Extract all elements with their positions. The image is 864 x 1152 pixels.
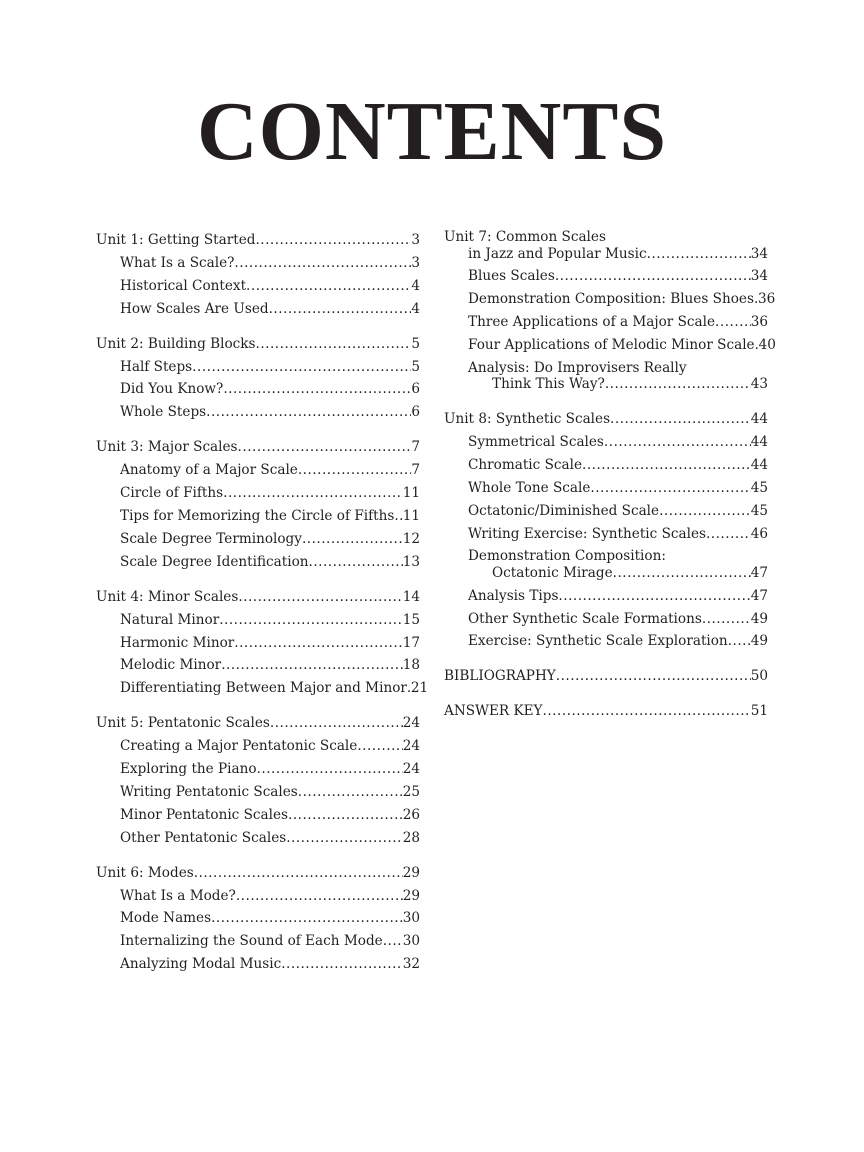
toc-entry[interactable] [96, 482, 420, 505]
toc-entry-label: Exploring the Piano [120, 761, 257, 778]
dot-leader [270, 712, 403, 735]
toc-entry-label: Other Pentatonic Scales [120, 829, 287, 846]
toc-entry[interactable] [444, 500, 768, 523]
toc-page-number: 5 [411, 335, 420, 352]
toc-page-number: 45 [750, 479, 768, 496]
toc-page-number: 24 [402, 761, 420, 778]
toc-entry-label: Unit 5: Pentatonic Scales [96, 715, 270, 732]
toc-entry[interactable] [444, 288, 776, 311]
dot-leader [706, 523, 751, 546]
toc-page-number: 26 [402, 806, 420, 823]
toc-entry-continuation [468, 376, 768, 393]
toc-unit-heading[interactable] [96, 436, 420, 459]
toc-unit-heading[interactable] [96, 712, 420, 735]
toc-page-number: 11 [402, 485, 420, 502]
toc-entry[interactable] [96, 677, 429, 700]
toc-entry-label: Mode Names [120, 910, 212, 927]
toc-entry-label: Demonstration Composition: Blues Shoes [468, 291, 754, 308]
toc-entry-continuation [444, 246, 768, 263]
dot-leader [238, 586, 402, 609]
toc-page-number: 47 [750, 565, 768, 582]
toc-page-number: 24 [402, 738, 420, 755]
toc-page-number: 32 [402, 956, 420, 973]
toc-page-number: 24 [402, 715, 420, 732]
toc-unit-heading[interactable] [444, 408, 768, 431]
toc-entry-label: Whole Steps [120, 404, 207, 421]
toc-entry-label: Unit 8: Synthetic Scales [444, 411, 611, 427]
toc-page-number: 44 [750, 433, 768, 450]
toc-entry-label: Three Applications of a Major Scale [468, 314, 716, 330]
toc-entry-label: Analyzing Modal Music [120, 956, 282, 973]
toc-page-number: 34 [750, 268, 768, 285]
toc-entry-label: Scale Degree Identification [120, 553, 309, 570]
toc-entry[interactable] [96, 885, 420, 908]
dot-leader [219, 609, 402, 632]
toc-unit-8 [444, 408, 768, 653]
toc-unit-heading[interactable] [96, 862, 420, 885]
dot-leader [298, 781, 403, 804]
dot-leader [194, 862, 403, 885]
toc-entry-label: Octatonic Mirage [492, 565, 613, 582]
toc-page-number: 44 [750, 456, 768, 473]
toc-entry-label: Think This Way? [492, 376, 605, 393]
toc-unit-heading[interactable] [96, 586, 420, 609]
toc-page-number: 4 [411, 300, 420, 317]
toc-page-number: 30 [402, 933, 420, 950]
dot-leader [613, 565, 751, 582]
toc-entry[interactable] [96, 401, 420, 424]
dot-leader [223, 482, 403, 505]
toc-entry-label: Analysis Tips [468, 587, 559, 604]
toc-entry-label: Blues Scales [468, 268, 555, 285]
toc-entry[interactable] [96, 252, 420, 275]
dot-leader [543, 700, 751, 723]
dot-leader [309, 551, 403, 574]
toc-entry-label: What Is a Scale? [120, 254, 235, 271]
toc-entry-label: Writing Exercise: Synthetic Scales [468, 525, 706, 542]
toc-entry[interactable] [96, 356, 420, 379]
toc-entry-label: What Is a Mode? [120, 887, 236, 904]
dot-leader [286, 827, 402, 850]
toc-page-number: 6 [411, 404, 420, 421]
toc-entry[interactable] [444, 265, 768, 288]
toc-unit-7 [444, 229, 776, 396]
toc-entry[interactable] [444, 477, 768, 500]
toc-entry-label: Circle of Fifths [120, 485, 224, 502]
toc-entry-label: Minor Pentatonic Scales [120, 806, 289, 823]
toc-entry-label: Whole Tone Scale [468, 479, 591, 496]
toc-entry[interactable] [96, 275, 420, 298]
toc-unit-heading[interactable] [444, 700, 768, 723]
dot-leader [223, 378, 411, 401]
dot-leader [715, 311, 751, 334]
toc-entry-label: Melodic Minor [120, 657, 222, 674]
toc-page-number: 50 [750, 668, 768, 685]
toc-page-number: 29 [402, 864, 420, 881]
dot-leader [590, 477, 750, 500]
toc-entry[interactable] [444, 454, 768, 477]
toc-entry[interactable] [96, 505, 420, 528]
toc-page-number: 36 [757, 291, 776, 308]
toc-entry-label: Analysis: Do Improvisers Really [468, 359, 687, 376]
toc-page-number: 45 [750, 502, 768, 519]
toc-entry[interactable] [96, 758, 420, 781]
toc-entry[interactable] [444, 431, 768, 454]
toc-page-number: 46 [750, 525, 768, 542]
dot-leader [256, 333, 412, 356]
dot-leader [659, 500, 751, 523]
toc-entry-label: Unit 4: Minor Scales [96, 588, 239, 605]
toc-entry[interactable] [96, 528, 420, 551]
toc-entry-label: How Scales Are Used [120, 300, 269, 317]
toc-page-number: 29 [402, 887, 420, 904]
toc-entry-label: in Jazz and Popular Music [468, 245, 647, 262]
toc-page-number: 28 [402, 829, 420, 846]
dot-leader [236, 885, 403, 908]
dot-leader [269, 298, 412, 321]
dot-leader [582, 454, 751, 477]
toc-unit-4 [96, 586, 429, 701]
dot-leader [702, 608, 751, 631]
toc-page-number: 3 [411, 254, 420, 271]
toc-unit-heading[interactable] [96, 333, 420, 356]
toc-entry[interactable] [96, 609, 420, 632]
toc-page-number: 51 [750, 703, 768, 720]
toc-entry[interactable] [96, 930, 420, 953]
toc-entry-label: Four Applications of Melodic Minor Scale [468, 336, 755, 353]
toc-page-number: 12 [402, 530, 420, 547]
toc-unit-5 [96, 712, 420, 849]
toc-entry[interactable] [96, 654, 420, 677]
dot-leader [556, 665, 751, 688]
dot-leader [298, 459, 412, 482]
toc-entry-label: Symmetrical Scales [468, 433, 604, 450]
dot-leader [221, 654, 403, 677]
toc-entry-label: ANSWER KEY [444, 703, 543, 720]
toc-entry-label: Unit 3: Major Scales [96, 439, 238, 456]
toc-entry-label: Unit 6: Modes [96, 864, 194, 881]
toc-entry-label: Chromatic Scale [468, 456, 583, 473]
toc-entry[interactable] [96, 804, 420, 827]
dot-leader [383, 930, 403, 953]
toc-page-number: 3 [411, 232, 420, 248]
toc-entry-label: Did You Know? [120, 381, 224, 398]
toc-entry-label: BIBLIOGRAPHY [444, 668, 556, 685]
toc-unit-heading[interactable] [444, 229, 768, 265]
dot-leader [206, 401, 411, 424]
toc-page-number: 34 [750, 245, 768, 262]
toc-page-number: 47 [750, 587, 768, 604]
dot-leader [211, 907, 403, 930]
toc-entry[interactable] [444, 630, 768, 653]
dot-leader [234, 252, 411, 275]
toc-entry-label: Unit 2: Building Blocks [96, 335, 256, 352]
toc-unit-3 [96, 436, 420, 573]
toc-page-number: 5 [411, 358, 420, 375]
dot-leader [246, 275, 411, 298]
toc-entry-label: Half Steps [120, 358, 193, 375]
toc-entry[interactable] [96, 781, 420, 804]
toc-entry[interactable] [444, 334, 776, 357]
toc-entry[interactable] [444, 523, 768, 546]
toc-entry-label: Unit 7: Common Scales [444, 229, 606, 245]
toc-entry[interactable] [96, 827, 420, 850]
toc-entry-label: Exercise: Synthetic Scale Exploration [468, 633, 728, 650]
toc-entry-label: Writing Pentatonic Scales [120, 783, 298, 800]
dot-leader [257, 758, 403, 781]
dot-leader [281, 953, 403, 976]
toc-page-number: 21 [410, 680, 429, 697]
toc-entry[interactable] [96, 735, 420, 758]
toc-entry[interactable] [96, 551, 420, 574]
toc-entry[interactable] [96, 378, 420, 401]
dot-leader [288, 804, 403, 827]
toc-entry[interactable] [444, 545, 768, 584]
toc-page-number: 44 [750, 411, 768, 427]
toc-page-number: 14 [402, 588, 420, 605]
toc-page-number: 30 [402, 910, 420, 927]
dot-leader [357, 735, 402, 758]
toc-bibliography [444, 665, 768, 688]
toc-entry-label: Natural Minor [120, 611, 220, 628]
toc-entry-label: Demonstration Composition: [468, 548, 666, 565]
toc-page-number: 49 [750, 610, 768, 627]
toc-entry[interactable] [444, 357, 768, 396]
dot-leader [192, 356, 411, 379]
toc-unit-1 [96, 229, 420, 321]
toc-entry-label: Differentiating Between Major and Minor [120, 680, 407, 697]
toc-unit-6 [96, 862, 420, 977]
toc-page-number: 4 [411, 277, 420, 294]
dot-leader [728, 630, 751, 653]
toc-answer-key [444, 700, 768, 723]
toc-entry[interactable] [96, 632, 420, 655]
toc-page-number: 36 [750, 314, 768, 330]
toc-entry-label: Historical Context [120, 277, 247, 294]
dot-leader [558, 585, 750, 608]
toc-left-column [96, 229, 429, 988]
toc-entry-label: Octatonic/Diminished Scale [468, 502, 660, 519]
toc-unit-heading[interactable] [444, 665, 768, 688]
toc-page-number: 6 [411, 381, 420, 398]
toc-entry[interactable] [444, 311, 768, 334]
toc-entry[interactable] [96, 459, 420, 482]
dot-leader [234, 632, 402, 655]
toc-page-number: 49 [750, 633, 768, 650]
toc-unit-heading[interactable] [96, 229, 420, 252]
toc-entry-label: Scale Degree Terminology [120, 530, 302, 547]
toc-right-column [444, 229, 776, 735]
toc-page-number: 18 [402, 657, 420, 674]
toc-page-number: 17 [402, 634, 420, 651]
toc-page-number: 13 [402, 553, 420, 570]
toc-entry[interactable] [444, 585, 768, 608]
dot-leader [394, 505, 402, 528]
toc-entry-label: Internalizing the Sound of Each Mode [120, 933, 383, 950]
toc-page-number: 43 [750, 376, 768, 393]
toc-page-number: 7 [411, 462, 420, 479]
toc-entry-label: Anatomy of a Major Scale [120, 462, 298, 479]
toc-entry[interactable] [96, 298, 420, 321]
page-title: CONTENTS [196, 85, 668, 178]
dot-leader [605, 376, 751, 393]
toc-unit-2 [96, 333, 420, 425]
toc-entry-label: Tips for Memorizing the Circle of Fifths [120, 507, 395, 524]
toc-entry[interactable] [96, 907, 420, 930]
toc-entry-label: Other Synthetic Scale Formations [468, 610, 702, 627]
dot-leader [302, 528, 403, 551]
toc-entry-label: Unit 1: Getting Started [96, 232, 256, 248]
toc-entry[interactable] [444, 608, 768, 631]
toc-entry-label: Creating a Major Pentatonic Scale [120, 738, 358, 755]
toc-entry-continuation [468, 565, 768, 582]
toc-page-number: 40 [758, 336, 776, 353]
toc-page-number: 25 [402, 783, 420, 800]
toc-entry-label: Harmonic Minor [120, 634, 235, 651]
toc-page-number: 7 [411, 439, 420, 456]
dot-leader [255, 229, 411, 252]
toc-entry[interactable] [96, 953, 420, 976]
dot-leader [610, 408, 751, 431]
toc-page-number: 11 [402, 507, 420, 524]
toc-page-number: 15 [402, 611, 420, 628]
dot-leader [604, 431, 751, 454]
dot-leader [238, 436, 412, 459]
dot-leader [555, 265, 751, 288]
dot-leader [647, 246, 751, 263]
